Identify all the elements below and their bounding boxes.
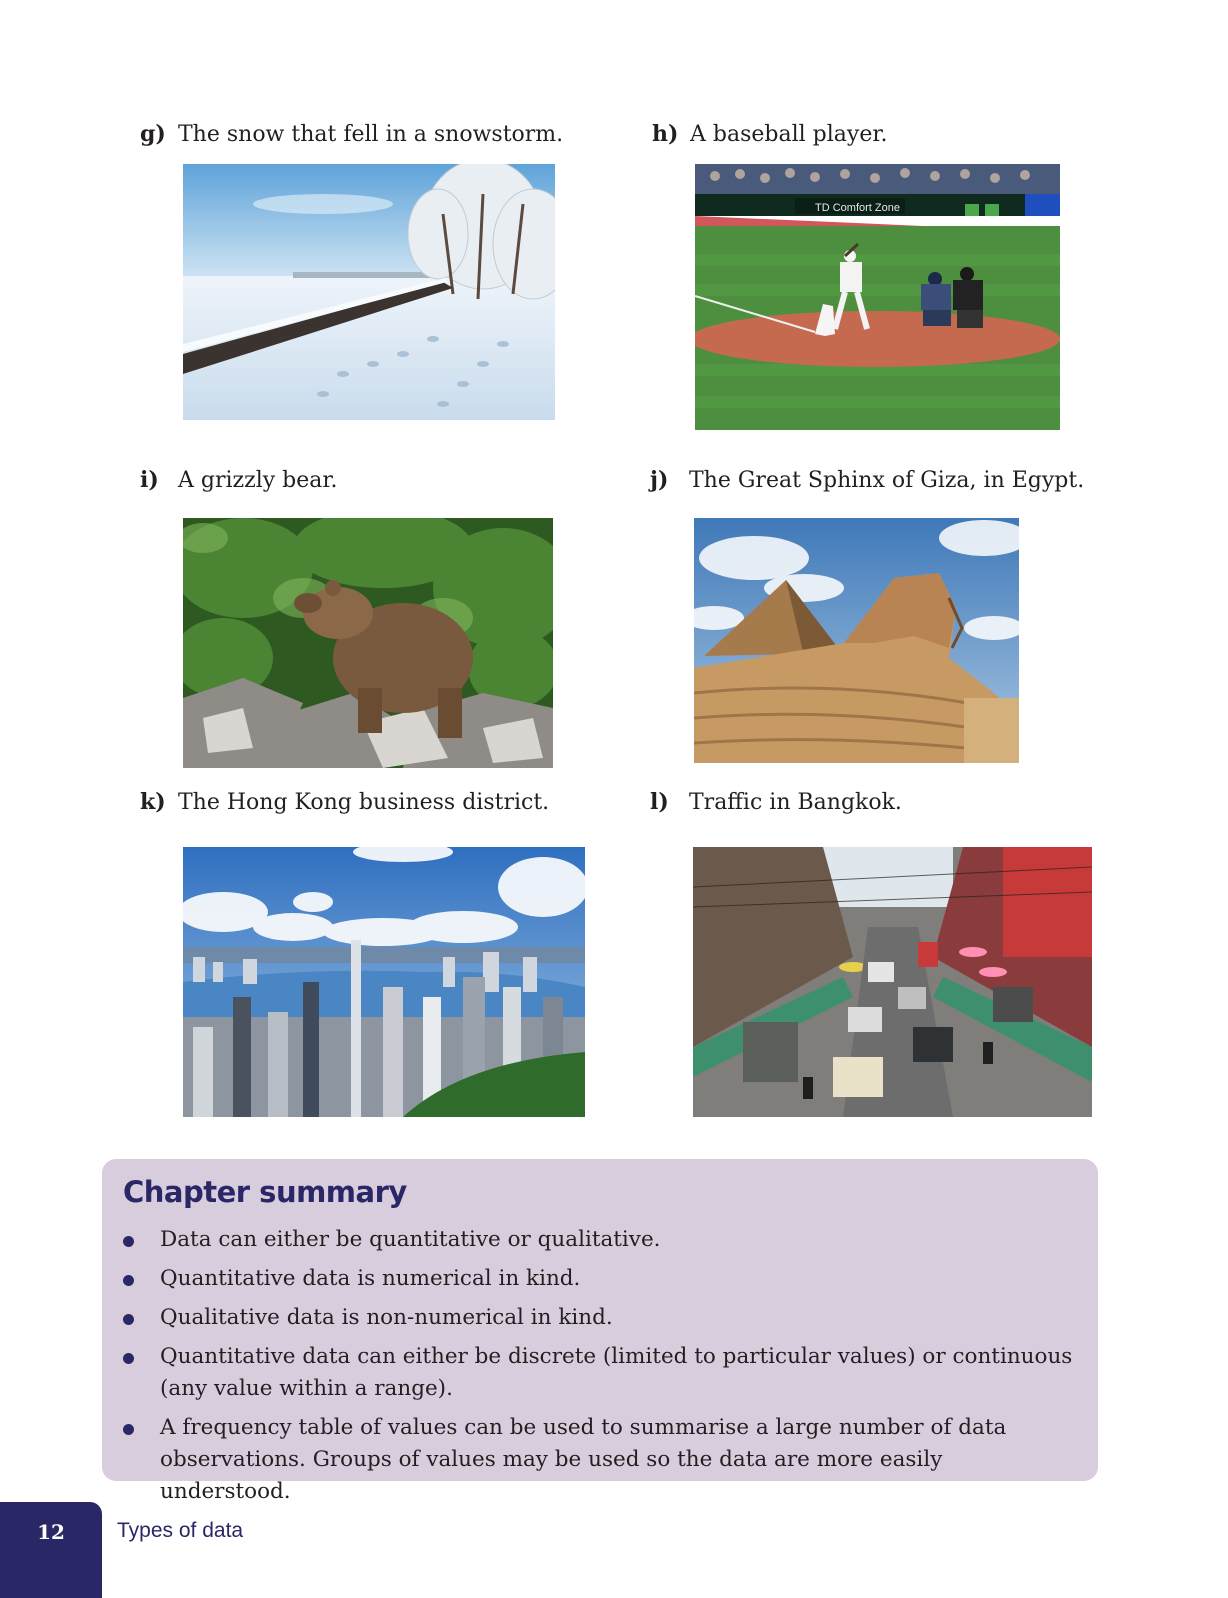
- bullet-dot: [123, 1275, 134, 1286]
- item-text: The snow that fell in a snowstorm.: [178, 122, 564, 147]
- summary-bullet-text: A frequency table of values can be used to summarise a large number of data observations. Groups of values may be used so the data are more easily understood.: [160, 1415, 1007, 1504]
- summary-bullet: [102, 1263, 1098, 1295]
- banner-text: TD Comfort Zone: [815, 202, 900, 214]
- item-text: The Great Sphinx of Giza, in Egypt.: [689, 468, 1085, 493]
- item-text: Traffic in Bangkok.: [689, 790, 902, 815]
- summary-bullet-text: Quantitative data can either be discrete (limited to particular values) or continuous (any value within a range).: [160, 1344, 1073, 1401]
- bullet-dot: [123, 1314, 134, 1325]
- summary-bullet: [102, 1341, 1098, 1405]
- bullet-dot: [123, 1236, 134, 1247]
- item-text: A baseball player.: [690, 122, 888, 147]
- item-k-label: [140, 788, 549, 817]
- item-j-label: [650, 466, 1084, 495]
- item-text: The Hong Kong business district.: [178, 790, 550, 815]
- item-l-label: [650, 788, 902, 817]
- chapter-summary-title: Chapter summary: [123, 1175, 407, 1209]
- page-number: 12: [37, 1520, 65, 1544]
- sphinx-photo: [694, 518, 1019, 763]
- summary-bullet: [102, 1412, 1098, 1508]
- summary-bullet-text: Quantitative data is numerical in kind.: [160, 1266, 581, 1291]
- baseball-photo: [695, 164, 1060, 430]
- item-g-label: [140, 120, 563, 149]
- hong-kong-photo: [183, 847, 585, 1117]
- item-letter: j): [650, 467, 669, 493]
- item-letter: h): [652, 121, 679, 147]
- item-letter: l): [650, 789, 669, 815]
- item-h-label: [652, 120, 887, 149]
- bullet-dot: [123, 1353, 134, 1364]
- snow-photo: [183, 164, 555, 420]
- summary-list: [102, 1224, 1098, 1515]
- item-text: A grizzly bear.: [178, 468, 338, 493]
- page-number-tab: [0, 1502, 102, 1598]
- item-letter: i): [140, 467, 159, 493]
- running-title: Types of data: [117, 1519, 244, 1542]
- grizzly-bear-photo: [183, 518, 553, 768]
- bangkok-traffic-photo: [693, 847, 1092, 1117]
- summary-bullet-text: Qualitative data is non-numerical in kind.: [160, 1305, 613, 1330]
- item-i-label: [140, 466, 337, 495]
- summary-bullet: [102, 1224, 1098, 1256]
- summary-bullet: [102, 1302, 1098, 1334]
- bullet-dot: [123, 1424, 134, 1435]
- item-letter: g): [140, 121, 166, 147]
- item-letter: k): [140, 789, 166, 815]
- chapter-summary-box: [102, 1159, 1098, 1504]
- summary-bullet-text: Data can either be quantitative or qualitative.: [160, 1227, 661, 1252]
